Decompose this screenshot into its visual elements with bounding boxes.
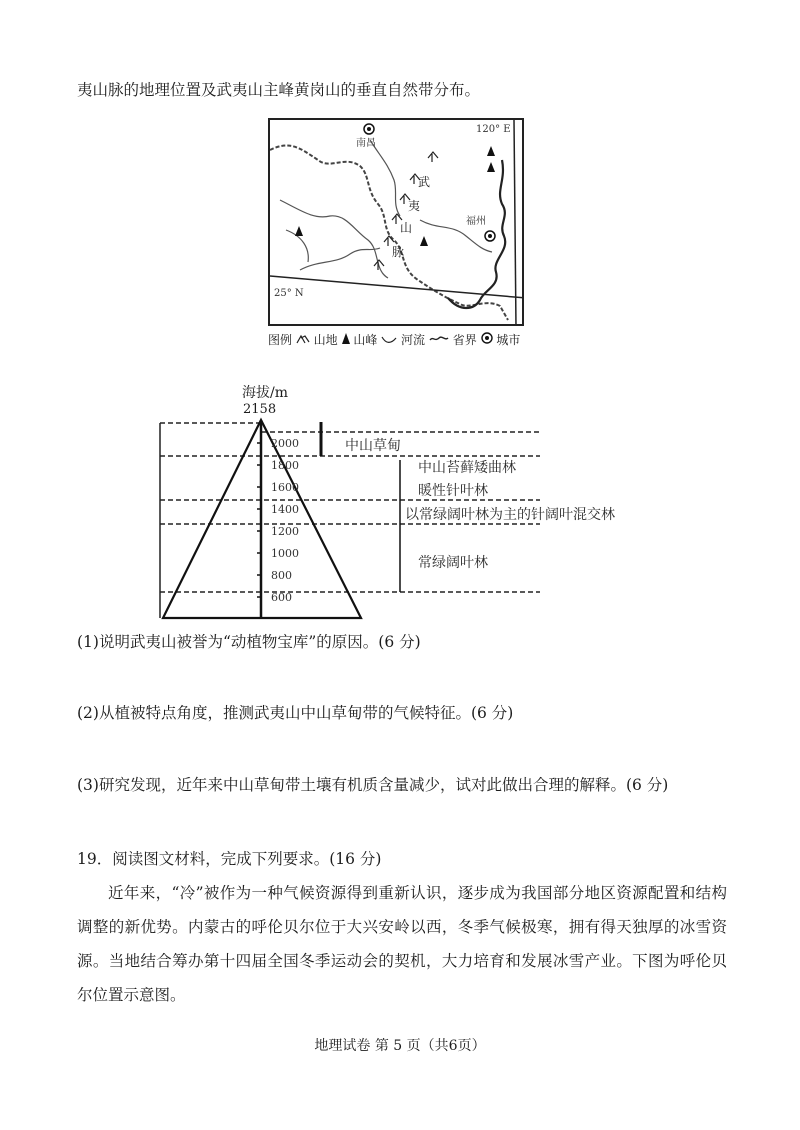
city-label-nanchang: 南昌 <box>356 138 376 149</box>
altitude-tick: 1400 <box>271 503 299 516</box>
mountain-char: 武 <box>418 175 431 189</box>
peak-triangle <box>295 226 303 236</box>
river-icon <box>381 332 397 348</box>
legend-boundary: 省界 <box>452 332 477 347</box>
mountain-char: 山 <box>400 221 413 235</box>
legend-prefix: 图例 <box>268 332 293 347</box>
zone-label-evergreen: 常绿阔叶林 <box>418 555 488 571</box>
city-icon <box>481 332 493 348</box>
question-1: (1)说明武夷山被誉为“动植物宝库”的原因。(6 分) <box>77 633 421 651</box>
zone-label-mixed-forest: 以常绿阔叶林为主的针阔叶混交林 <box>405 507 615 523</box>
intro-line: 夷山脉的地理位置及武夷山主峰黄岗山的垂直自然带分布。 <box>77 81 481 99</box>
city-label-fuzhou: 福州 <box>466 216 486 227</box>
zone-label-elfin-forest: 中山苔藓矮曲林 <box>418 460 516 476</box>
wuyi-location-map <box>268 118 524 326</box>
lon-line <box>514 120 516 326</box>
question-19-title: 19．阅读图文材料，完成下列要求。(16 分) <box>77 850 382 868</box>
summit-altitude-label: 2158 <box>243 402 277 417</box>
altitude-axis-label: 海拔/m <box>242 385 288 401</box>
peak-triangle <box>487 146 495 156</box>
altitude-tick: 1800 <box>271 459 299 472</box>
altitude-tick: 1200 <box>271 525 299 538</box>
question-3: (3)研究发现，近年来中山草甸带土壤有机质含量减少，试对此做出合理的解释。(6 分) <box>77 776 669 794</box>
altitude-tick: 800 <box>271 569 292 582</box>
boundary-icon <box>429 332 449 348</box>
mountain-symbols <box>374 152 438 270</box>
lat-line <box>270 276 524 298</box>
peak-icon <box>342 332 350 348</box>
peak-triangle <box>420 236 428 246</box>
altitude-tick: 1000 <box>271 547 299 560</box>
legend-river: 河流 <box>401 332 426 347</box>
river <box>300 248 380 270</box>
zone-label-meadow: 中山草甸 <box>345 438 401 454</box>
lon-label: 120° E <box>476 124 511 135</box>
river <box>280 200 388 278</box>
mountain-icon <box>296 332 310 348</box>
mountain-char: 脉 <box>392 245 405 259</box>
coast-river <box>448 160 505 308</box>
lat-label: 25° N <box>274 288 304 299</box>
legend-peak: 山峰 <box>353 332 378 347</box>
map-legend <box>268 331 520 348</box>
legend-mountain: 山地 <box>313 332 338 347</box>
question-2: (2)从植被特点角度，推测武夷山中山草甸带的气候特征。(6 分) <box>77 704 514 722</box>
page-footer: 地理试卷 第 5 页（共6页） <box>314 1038 486 1054</box>
zone-label-conifer: 暖性针叶林 <box>418 483 488 499</box>
altitude-tick: 600 <box>271 591 292 604</box>
river <box>370 140 400 216</box>
legend-city: 城市 <box>496 332 521 347</box>
mountain-char: 夷 <box>408 199 421 213</box>
altitude-tick: 2000 <box>271 437 299 450</box>
altitude-tick: 1600 <box>271 481 299 494</box>
question-19-paragraph: 近年来，“冷”被作为一种气候资源得到重新认识，逐步成为我国部分地区资源配置和结构调整的新优势。内蒙古的呼伦贝尔位于大兴安岭以西，冬季气候极寒，拥有得天独厚的冰雪资源。当地结合筹办第十四届全国冬季运动会的契机，大力培育和发展冰雪产业。下图为呼伦贝尔位置示意图。 <box>77 884 727 1004</box>
peak-triangle <box>487 162 495 172</box>
